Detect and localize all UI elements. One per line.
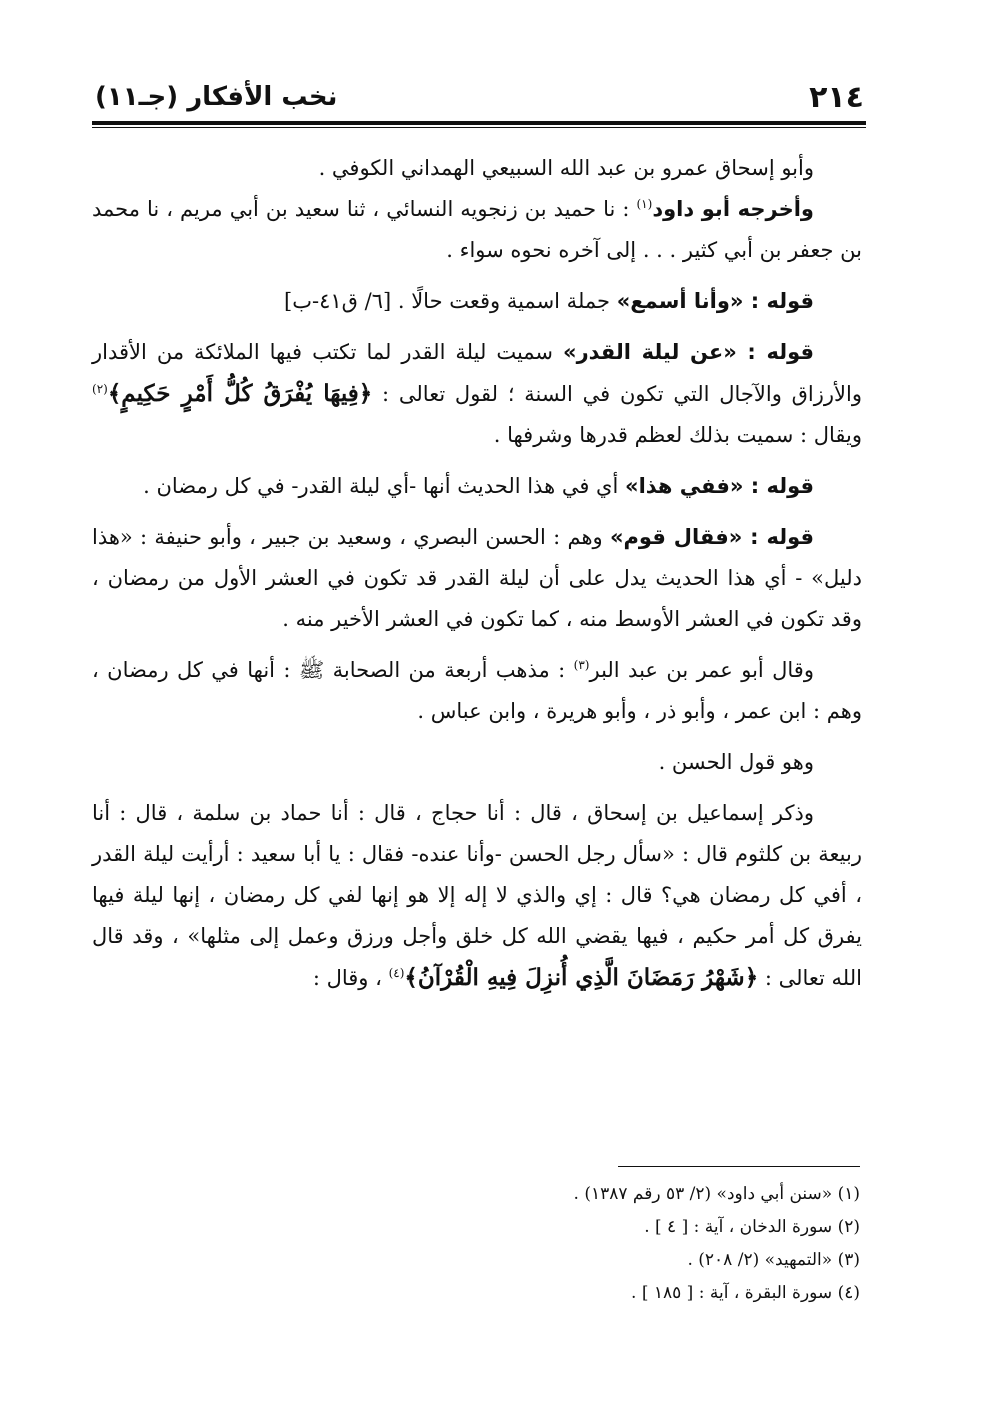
footnote-ref: (١) xyxy=(636,197,653,211)
paragraph xyxy=(92,466,862,507)
footnote: (٤) سورة البقرة ، آية : [ ١٨٥ ] . xyxy=(631,1283,860,1303)
paragraph xyxy=(92,148,862,189)
paragraph-lead: قوله : «ففي هذا» xyxy=(625,474,814,498)
paragraph-text: أي في هذا الحديث أنها -أي ليلة القدر- في كل رمضان . xyxy=(143,474,625,498)
paragraph xyxy=(92,742,862,783)
footnote: (١) «سنن أبي داود» (٢/ ٥٣ رقم ١٣٨٧) . xyxy=(573,1184,860,1204)
paragraph-text: : مذهب أربعة من الصحابة ﷺ : أنها في كل رمضان ، وهم : ابن عمر ، وأبو ذر ، وأبو هريرة ، وابن عباس . xyxy=(92,658,862,723)
paragraph-text: : نا حميد بن زنجويه النسائي ، ثنا سعيد بن أبي مريم ، نا محمد بن جعفر بن أبي كثير . . . إلى آخره نحوه سواء . xyxy=(92,197,862,262)
page-number: ٢١٤ xyxy=(809,79,864,115)
paragraph-lead: قوله : «وأنا أسمع» xyxy=(616,289,814,313)
paragraph-text: وهم : الحسن البصري ، وسعيد بن جبير ، وأبو حنيفة : «هذا دليل» - أي هذا الحديث يدل على أن ليلة القدر قد تكون في العشر الأول من رمضان ، وقد تكون في العشر الأوسط منه ، كما تكون في العشر الأخير منه . xyxy=(92,525,862,631)
paragraph xyxy=(92,332,862,456)
running-title: نخب الأفكار (جـ١١) xyxy=(95,82,338,112)
paragraph xyxy=(92,189,862,271)
paragraph xyxy=(92,281,862,322)
page-header xyxy=(95,76,864,118)
paragraph-text: سميت ليلة القدر لما تكتب فيها الملائكة من الأقدار والأرزاق والآجال التي تكون في السنة ؛ لقول تعالى : xyxy=(92,340,862,406)
header-rule-thick xyxy=(92,121,866,125)
paragraph-lead: قوله : «فقال قوم» xyxy=(609,525,815,549)
paragraph-text: وهو قول الحسن . xyxy=(658,750,814,774)
quran-verse: ﴿شَهْرُ رَمَضَانَ الَّذِي أُنزِلَ فِيهِ الْقُرْآنُ﴾ xyxy=(404,964,759,991)
paragraph-text: جملة اسمية وقعت حالًا . [٦/ ق٤١-ب] xyxy=(284,289,617,313)
paragraph-text: ويقال : سميت بذلك لعظم قدرها وشرفها . xyxy=(493,423,862,447)
paragraph-lead: وأخرجه أبو داود xyxy=(652,197,814,221)
paragraph xyxy=(92,650,862,732)
footnote-separator xyxy=(618,1166,860,1167)
paragraph xyxy=(92,793,862,999)
paragraph xyxy=(92,517,862,640)
footnote-ref: (٣) xyxy=(573,658,590,672)
footnote: (٢) سورة الدخان ، آية : [ ٤ ] . xyxy=(644,1217,860,1237)
header-rule-thin xyxy=(92,127,866,128)
paragraph-text: وقال أبو عمر بن عبد البر xyxy=(589,658,814,682)
main-text xyxy=(92,148,862,1009)
paragraph-text: وأبو إسحاق عمرو بن عبد الله السبيعي الهمداني الكوفي . xyxy=(318,156,814,180)
footnote: (٣) «التمهيد» (٢/ ٢٠٨) . xyxy=(687,1250,860,1270)
footnote-ref: (٢) xyxy=(92,382,108,396)
footnotes xyxy=(300,1178,862,1310)
paragraph-text: ، وقال : xyxy=(312,966,389,990)
paragraph-text: وذكر إسماعيل بن إسحاق ، قال : أنا حجاج ، قال : أنا حماد بن سلمة ، قال : أنا ربيعة بن كلثوم قال : «سأل رجل الحسن -وأنا عنده- فقال : يا أبا سعيد : أرأيت ليلة القدر ، أفي كل رمضان هي؟ قال : إي والذي لا إله إلا هو إنها لفي كل رمضان ، إنها ليلة فيها يفرق كل أمر حكيم ، فيها يقضي الله كل خلق وأجل ورزق وعمل إلى مثلها» ، وقد قال الله تعالى : xyxy=(92,801,862,990)
paragraph-lead: قوله : «عن ليلة القدر» xyxy=(563,340,814,364)
quran-verse: ﴿فِيهَا يُفْرَقُ كُلُّ أَمْرٍ حَكِيمٍ﴾ xyxy=(107,380,373,407)
footnote-ref: (٤) xyxy=(388,966,405,980)
